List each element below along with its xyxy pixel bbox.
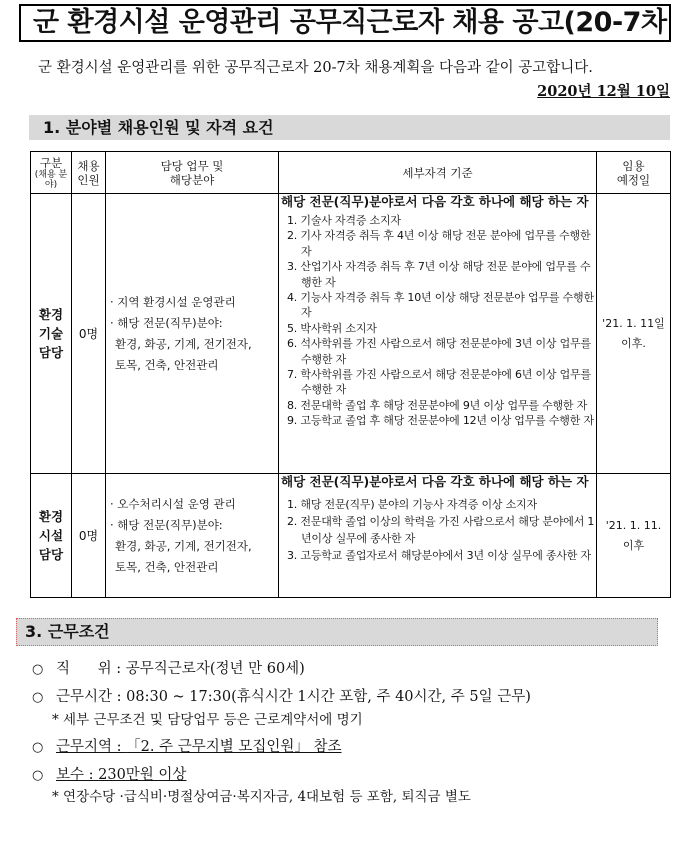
colon: : [112, 689, 127, 705]
criteria-item: 2. 기사 자격증 취득 후 4년 이상 해당 전문 분야에 업무를 수행한 자 [287, 229, 591, 258]
count-cell [72, 194, 106, 474]
criteria-list [279, 496, 596, 564]
circle-bullet-icon: ○ [32, 662, 44, 677]
position-label: 직 위 [56, 661, 112, 677]
criteria-item: 5. 박사학위 소지자 [287, 321, 377, 335]
duty-line: · 해당 전문(직무)분야: [110, 517, 223, 532]
header-duty [106, 152, 279, 194]
duty-line: 토목, 건축, 안전관리 [115, 559, 219, 574]
duty-line: · 해당 전문(직무)분야: [110, 315, 223, 330]
hours-label: 근무시간 [56, 689, 113, 705]
category-cell [31, 194, 72, 474]
criteria-item: 1. 기술사 자격증 소지자 [287, 214, 401, 227]
detail-heading: 해당 전문(직무)분야로서 다음 각호 하나에 해당 하는 자 [281, 474, 589, 489]
category-line: 시설 [38, 528, 64, 543]
pay-label: 보수 [56, 767, 85, 783]
position-value: 공무직근로자(정년 만 60세) [125, 661, 305, 677]
circle-bullet-icon: ○ [32, 768, 44, 783]
header-category [31, 152, 72, 194]
criteria-item: 2. 전문대학 졸업 이상의 학력을 가진 사람으로서 해당 분야에서 1년이상 실무에 종사한 자 [287, 515, 595, 545]
schedule-line: 이후. [621, 336, 646, 350]
location-label: 근무지역 [56, 739, 113, 755]
pay-value: 230만원 이상 [98, 767, 187, 783]
hours-note: * 세부 근무조건 및 담당업무 등은 근로계약서에 명기 [52, 712, 363, 728]
condition-location [32, 735, 342, 756]
category-cell [31, 474, 72, 598]
criteria-item: 9. 고등학교 졸업 후 해당 전문분야에 12년 이상 업무를 수행한 자 [287, 414, 594, 428]
colon: : [111, 661, 126, 677]
category-line: 기술 [38, 326, 64, 341]
criteria-item: 8. 전문대학 졸업 후 해당 전문분야에 9년 이상 업무를 수행한 자 [287, 398, 588, 412]
criteria-list [279, 213, 596, 429]
intro-text: 군 환경시설 운영관리를 위한 공무직근로자 20-7차 채용계획을 다음과 같이 공고합니다. [38, 60, 593, 76]
duty-cell [106, 194, 279, 474]
circle-bullet-icon: ○ [32, 740, 44, 755]
section3-heading: 3. 근무조건 [16, 618, 658, 646]
colon: : [84, 767, 99, 783]
header-schedule [597, 152, 671, 194]
category-line: 환경 [38, 307, 64, 322]
schedule-line: 이후 [622, 538, 645, 552]
requirements-table [30, 151, 671, 598]
header-duty-line2: 해당분야 [169, 172, 215, 187]
condition-pay [32, 763, 186, 784]
duty-cell [106, 474, 279, 598]
location-value: 「2. 주 근무지별 모집인원」 참조 [126, 739, 342, 755]
category-line: 담당 [38, 345, 64, 360]
header-schedule-line1: 임용 [622, 158, 645, 173]
schedule-line: '21. 1. 11. [605, 518, 662, 532]
header-duty-line1: 담당 업무 및 [160, 158, 224, 173]
detail-heading: 해당 전문(직무)분야로서 다음 각호 하나에 해당 하는 자 [281, 194, 589, 209]
category-line: 담당 [38, 547, 64, 562]
table-header-row [31, 152, 671, 194]
header-category-sub: (채용 분야) [34, 169, 68, 190]
count-cell [72, 474, 106, 598]
condition-hours [32, 685, 531, 706]
criteria-item: 3. 산업기사 자격증 취득 후 7년 이상 해당 전문 분야에 업무를 수행한 자 [287, 260, 591, 289]
table-row [31, 194, 671, 474]
criteria-item: 1. 해당 전문(직무) 분야의 기능사 자격증 이상 소지자 [287, 498, 537, 511]
detail-cell [279, 194, 597, 474]
count-value: 0명 [78, 529, 99, 543]
header-category-label: 구분 [39, 155, 63, 170]
pay-note: * 연장수당 ·급식비·명절상여금·복지자금, 4대보험 등 포함, 퇴직금 별도 [52, 789, 471, 805]
criteria-item: 6. 석사학위를 가진 사람으로서 해당 전문분야에 3년 이상 업무를 수행한 자 [287, 337, 591, 366]
count-value: 0명 [78, 327, 99, 341]
table-row [31, 474, 671, 598]
header-count [72, 152, 106, 194]
duty-line: 환경, 화공, 기계, 전기전자, [115, 538, 252, 553]
duty-line: 환경, 화공, 기계, 전기전자, [115, 336, 252, 351]
criteria-item: 7. 학사학위를 가진 사람으로서 해당 전문분야에 6년 이상 업무를 수행한 자 [287, 368, 591, 397]
header-detail [279, 152, 597, 194]
criteria-item: 4. 기능사 자격증 취득 후 10년 이상 해당 전문분야 업무를 수행한 자 [287, 291, 594, 320]
header-schedule-line2: 예정일 [616, 172, 651, 187]
duty-line: 토목, 건축, 안전관리 [115, 357, 219, 372]
schedule-cell [597, 194, 671, 474]
colon: : [112, 739, 127, 755]
duty-line: · 지역 환경시설 운영관리 [110, 294, 236, 309]
schedule-cell [597, 474, 671, 598]
header-count-label: 채용 인원 [77, 158, 100, 187]
circle-bullet-icon: ○ [32, 690, 44, 705]
criteria-item: 3. 고등학교 졸업자로서 해당분야에서 3년 이상 실무에 종사한 자 [287, 549, 591, 562]
announcement-title: 군 환경시설 운영관리 공무직근로자 채용 공고(20-7차 [19, 4, 671, 42]
hours-value: 08:30 ~ 17:30(휴식시간 1시간 포함, 주 40시간, 주 5일 근무) [126, 689, 531, 705]
condition-position [32, 657, 305, 678]
duty-line: · 오수처리시설 운영 관리 [110, 496, 236, 511]
detail-cell [279, 474, 597, 598]
schedule-line: '21. 1. 11일 [602, 316, 665, 330]
section1-heading: 1. 분야별 채용인원 및 자격 요건 [29, 115, 670, 140]
category-line: 환경 [38, 509, 64, 524]
header-detail-label: 세부자격 기준 [402, 165, 473, 180]
announcement-date: 2020년 12월 10일 [537, 83, 670, 100]
